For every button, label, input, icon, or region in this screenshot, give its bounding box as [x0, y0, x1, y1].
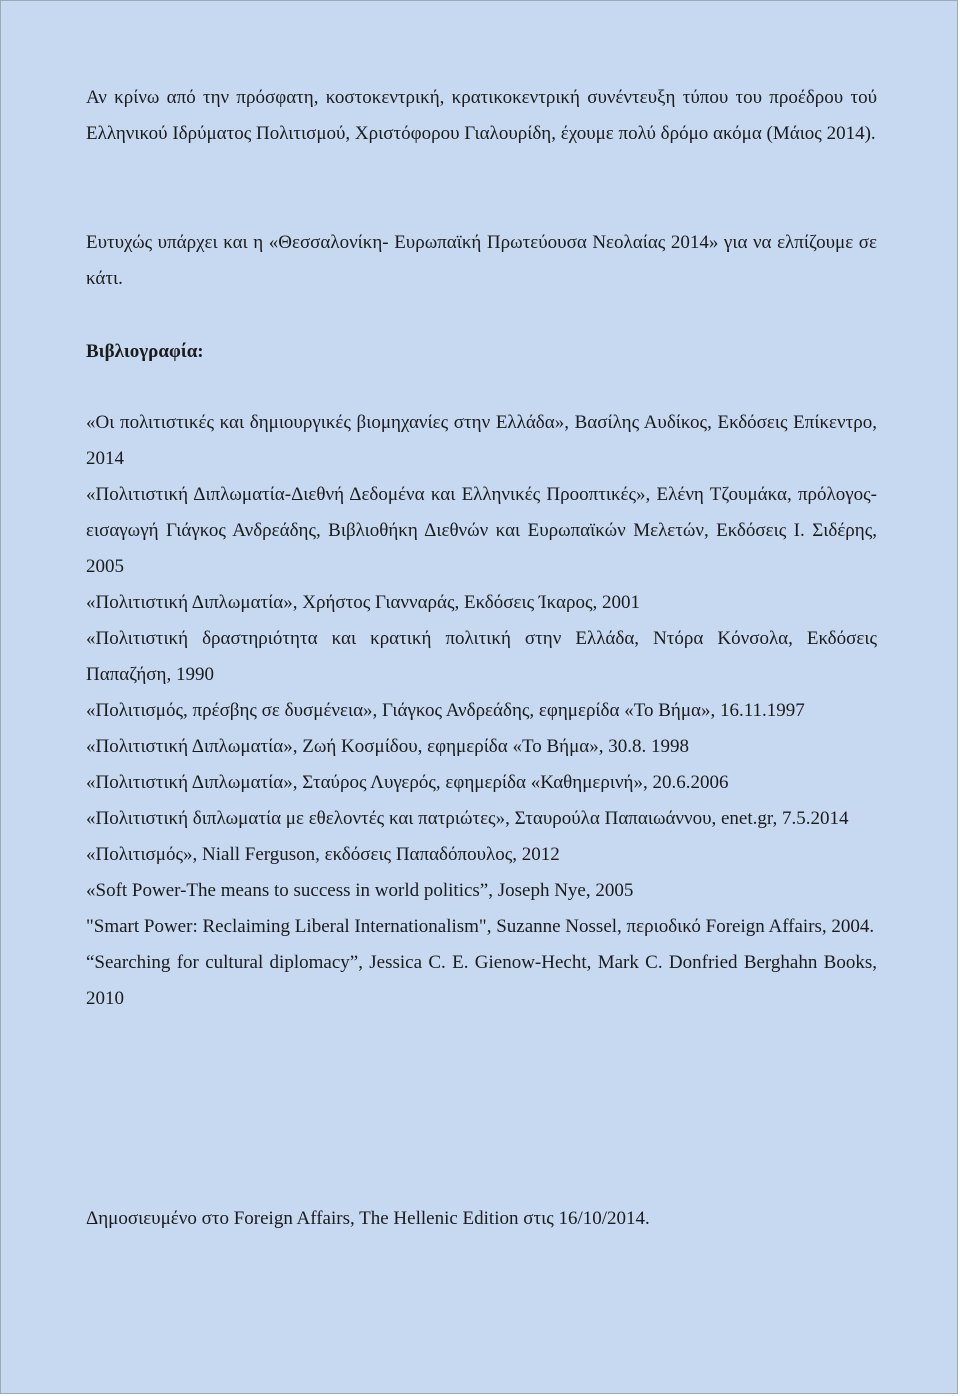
- intro-paragraph-1: Αν κρίνω από την πρόσφατη, κοστοκεντρική, κρατικοκεντρική συνέντευξη τύπου του προέδρου τού Ελληνικού Ιδρύματος Πολιτισμού, Χριστόφορου Γιαλουρίδη, έχουμε πολύ δρόμο ακόμα (Μάιος 2014).: [86, 87, 877, 144]
- reference-item: «Πολιτιστική δραστηριότητα και κρατική πολιτική στην Ελλάδα, Ντόρα Κόνσολα, Εκδόσεις Παπαζήση, 1990: [86, 628, 877, 685]
- reference-item: «Πολιτισμός, πρέσβης σε δυσμένεια», Γιάγκος Ανδρεάδης, εφημερίδα «Το Βήμα», 16.11.1997: [86, 700, 805, 721]
- bibliography-heading: Βιβλιογραφία:: [86, 341, 204, 362]
- reference-item: "Smart Power: Reclaiming Liberal Internationalism", Suzanne Nossel, περιοδικό Foreign Affairs, 2004.: [86, 916, 875, 937]
- reference-item: «Πολιτιστική Διπλωματία», Χρήστος Γιανναράς, Εκδόσεις Ίκαρος, 2001: [86, 592, 641, 613]
- intro-paragraph-2: Ευτυχώς υπάρχει και η «Θεσσαλονίκη- Ευρωπαϊκή Πρωτεύουσα Νεολαίας 2014» για να ελπίζουμε σε κάτι.: [86, 232, 877, 289]
- reference-item: «Πολιτιστική Διπλωματία», Ζωή Κοσμίδου, εφημερίδα «Το Βήμα», 30.8. 1998: [86, 736, 690, 757]
- reference-item: «Πολιτιστική Διπλωματία-Διεθνή Δεδομένα και Ελληνικές Προοπτικές», Ελένη Τζουμάκα, πρόλογος-εισαγωγή Γιάγκος Ανδρεάδης, Βιβλιοθήκη Διεθνών και Ευρωπαϊκών Μελετών, Εκδόσεις Ι. Σιδέρης, 2005: [86, 484, 877, 577]
- reference-item: “Searching for cultural diplomacy”, Jessica C. E. Gienow-Hecht, Mark C. Donfried Berghahn Books, 2010: [86, 952, 877, 1009]
- publication-note: Δημοσιευμένο στο Foreign Affairs, The Hellenic Edition στις 16/10/2014.: [86, 1208, 650, 1229]
- reference-item: «Πολιτιστική Διπλωματία», Σταύρος Λυγερός, εφημερίδα «Καθημερινή», 20.6.2006: [86, 772, 729, 793]
- reference-item: «Οι πολιτιστικές και δημιουργικές βιομηχανίες στην Ελλάδα», Βασίλης Αυδίκος, Εκδόσεις Επίκεντρο, 2014: [86, 412, 877, 469]
- bibliography-list: [86, 405, 877, 1017]
- reference-item: «Πολιτιστική διπλωματία με εθελοντές και πατριώτες», Σταυρούλα Παπαιωάννου, enet.gr, 7.5.2014: [86, 808, 849, 829]
- reference-item: «Soft Power-The means to success in world politics”, Joseph Nye, 2005: [86, 880, 634, 901]
- reference-item: «Πολιτισμός», Niall Ferguson, εκδόσεις Παπαδόπουλος, 2012: [86, 844, 560, 865]
